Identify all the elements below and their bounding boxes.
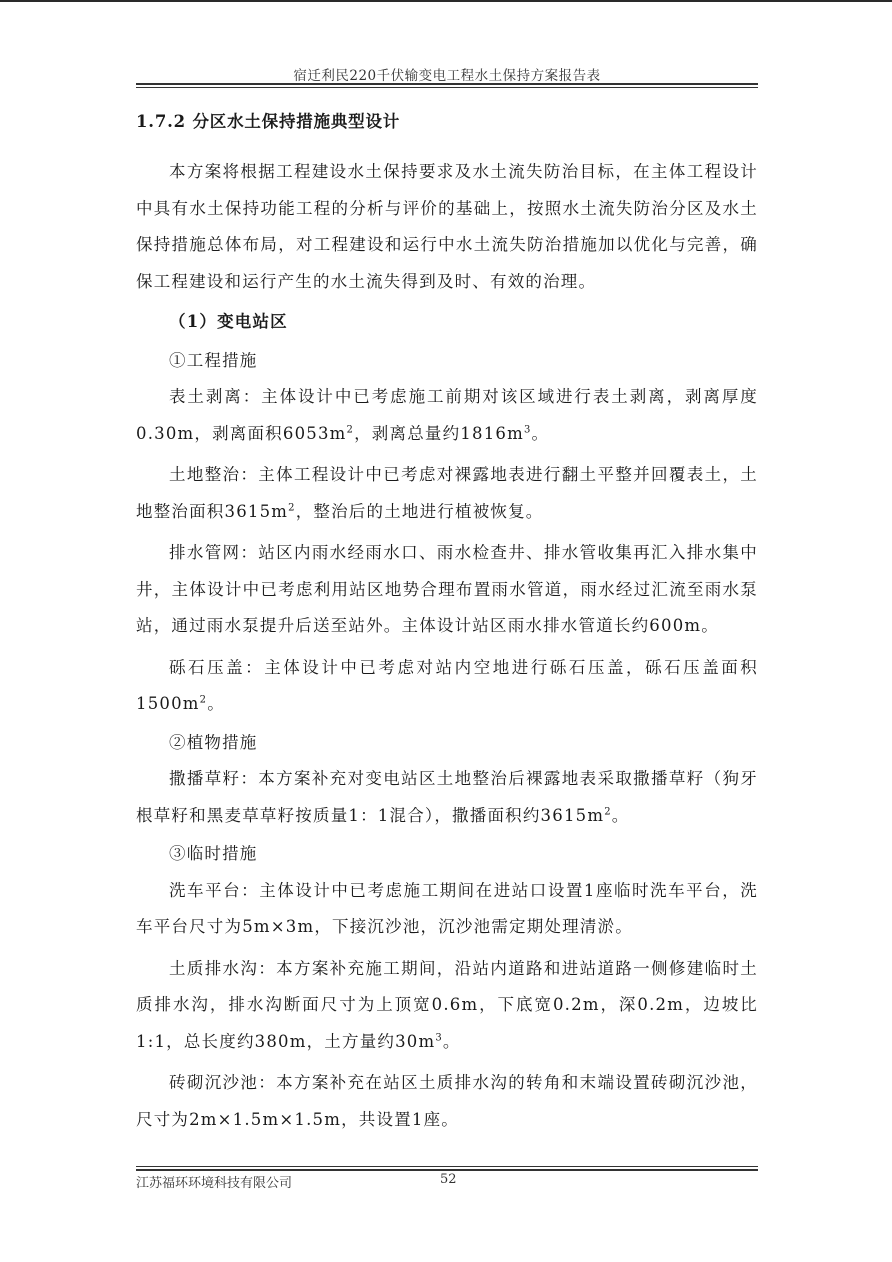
footer-rule-thin <box>136 1166 758 1167</box>
topsoil-text-c: 。 <box>531 423 550 443</box>
gravel-cover-paragraph <box>136 650 758 723</box>
topsoil-text-b: ，剥离总量约1816m <box>354 423 524 443</box>
car-wash-paragraph: 洗车平台：主体设计中已考虑施工期间在进站口设置1座临时洗车平台，洗车平台尺寸为5m×3m，下接沉沙池，沉沙池需定期处理清淤。 <box>136 880 758 936</box>
seeding-text-a: 撒播草籽：本方案补充对变电站区土地整治后裸露地表采取撒播草籽（狗牙根草籽和黑麦草草籽按质量1：1混合），撒播面积约3615m <box>136 769 758 825</box>
header-rule <box>136 83 758 85</box>
top-border <box>0 0 892 2</box>
zone-heading: （1）变电站区 <box>169 312 288 331</box>
footer-rule <box>136 1169 758 1171</box>
land-text-a: 土地整治：主体工程设计中已考虑对裸露地表进行翻土平整并回覆表土，土地整治面积3615m <box>136 465 758 521</box>
superscript: 2 <box>288 502 296 513</box>
superscript: 3 <box>435 1032 443 1043</box>
superscript: 3 <box>523 424 532 435</box>
section-heading: 1.7.2 分区水土保持措施典型设计 <box>136 112 401 131</box>
ditch-text-b: 。 <box>442 1031 461 1051</box>
grass-seeding-paragraph <box>136 761 758 834</box>
header-rule-thin <box>136 87 758 88</box>
plant-measures-heading: ②植物措施 <box>169 732 258 752</box>
land-remediation-paragraph <box>136 457 758 530</box>
gravel-text-b: 。 <box>207 694 225 713</box>
ditch-text-a: 土质排水沟：本方案补充施工期间，沿站内道路和进站道路一侧修建临时土质排水沟，排水沟断面尺寸为上顶宽0.6m，下底宽0.2m，深0.2m，边坡比1:1，总长度约380m，土方量约30m <box>136 958 758 1051</box>
header-title: 宿迁利民220千伏输变电工程水土保持方案报告表 <box>293 68 601 84</box>
seeding-text-b: 。 <box>611 805 630 825</box>
earth-ditch-paragraph <box>136 951 758 1061</box>
land-text-b: ，整治后的土地进行植被恢复。 <box>295 501 544 521</box>
footer-company: 江苏福环环境科技有限公司 <box>136 1176 293 1191</box>
intro-paragraph: 本方案将根据工程建设水土保持要求及水土流失防治目标，在主体工程设计中具有水土保持功能工程的分析与评价的基础上，按照水土流失防治分区及水土保持措施总体布局，对工程建设和运行中水土流失防治措施加以优化与完善，确保工程建设和运行产生的水土流失得到及时、有效的治理。 <box>136 162 758 291</box>
topsoil-stripping-paragraph <box>136 379 758 452</box>
superscript: 2 <box>346 424 355 435</box>
superscript: 2 <box>604 806 612 817</box>
temporary-measures-heading: ③临时措施 <box>169 844 258 863</box>
drainage-network-paragraph: 排水管网：站区内雨水经雨水口、雨水检查井、排水管收集再汇入排水集中井，主体设计中已考虑利用站区地势合理布置雨水管道，雨水经过汇流至雨水泵站，通过雨水泵提升后送至站外。主体设计站区雨水排水管道长约600m。 <box>136 543 758 635</box>
sedimentation-tank-paragraph: 砖砌沉沙池：本方案补充在站区土质排水沟的转角和末端设置砖砌沉沙池，尺寸为2m×1.5m×1.5m，共设置1座。 <box>136 1073 758 1129</box>
page-number: 52 <box>440 1172 457 1187</box>
page-content <box>136 106 758 1138</box>
engineering-measures-heading: ①工程措施 <box>169 350 258 370</box>
topsoil-text-a: 表土剥离：主体设计中已考虑施工前期对该区域进行表土剥离，剥离厚度0.30m，剥离面积6053m <box>136 387 758 443</box>
gravel-text-a: 砾石压盖：主体设计中已考虑对站内空地进行砾石压盖，砾石压盖面积1500m <box>136 657 758 713</box>
superscript: 2 <box>199 694 208 706</box>
